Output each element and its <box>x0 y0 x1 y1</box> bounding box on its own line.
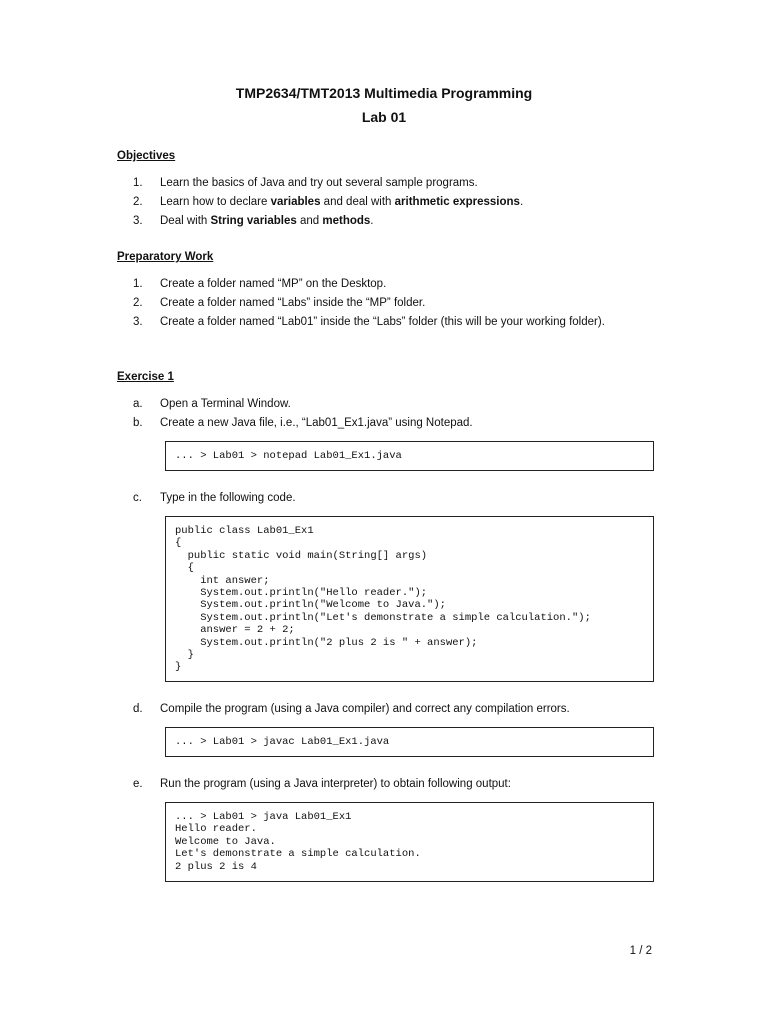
code-line: Hello reader. <box>175 823 257 836</box>
exercise1-heading: Exercise 1 <box>117 371 174 383</box>
code-line: ... > Lab01 > java Lab01_Ex1 <box>175 811 352 823</box>
code-line: ... > Lab01 > notepad Lab01_Ex1.java <box>175 450 402 462</box>
step-text: Open a Terminal Window. <box>160 398 291 410</box>
code-line: public static void main(String[] args) <box>175 549 428 562</box>
objective-text <box>160 213 374 229</box>
bold-term: arithmetic expressions <box>394 196 520 208</box>
text-run: Learn the basics of Java and try out several sample programs. <box>160 177 478 189</box>
preparatory-text: Create a folder named “Lab01” inside the “Labs” folder (this will be your working folder). <box>160 316 605 328</box>
text-run: . <box>519 196 524 208</box>
text-run: and <box>296 215 323 227</box>
code-line: public class Lab01_Ex1 <box>175 525 314 537</box>
course-title: TMP2634/TMT2013 Multimedia Programming <box>235 85 533 101</box>
step-text: Run the program (using a Java interpreter) to obtain following output: <box>160 778 511 790</box>
text-run: Learn how to declare <box>160 196 271 208</box>
step-label: a. <box>133 398 143 410</box>
text-run: Deal with <box>160 215 211 227</box>
text-run: and deal with <box>320 196 395 208</box>
code-box-javac <box>165 727 654 757</box>
code-line: System.out.println("Hello reader."); <box>175 586 428 599</box>
step-label: d. <box>133 703 143 715</box>
code-line: } <box>175 661 182 674</box>
step-label: e. <box>133 778 143 790</box>
preparatory-number: 3. <box>133 316 143 328</box>
objective-number: 3. <box>133 215 143 227</box>
preparatory-number: 2. <box>133 297 143 309</box>
objective-text <box>160 194 523 210</box>
step-text: Type in the following code. <box>160 492 296 504</box>
step-text: Create a new Java file, i.e., “Lab01_Ex1.java” using Notepad. <box>160 417 473 429</box>
code-line: { <box>175 537 182 550</box>
step-text: Compile the program (using a Java compiler) and correct any compilation errors. <box>160 703 570 715</box>
code-line: { <box>175 562 194 575</box>
code-line: } <box>175 648 194 661</box>
objective-number: 1. <box>133 177 143 189</box>
objective-number: 2. <box>133 196 143 208</box>
code-line: answer = 2 + 2; <box>175 624 295 637</box>
code-line: System.out.println("Welcome to Java."); <box>175 599 446 612</box>
code-line: System.out.println("Let's demonstrate a simple calculation."); <box>175 611 591 624</box>
code-box-program <box>165 516 654 682</box>
step-label: c. <box>133 492 142 504</box>
code-line: 2 plus 2 is 4 <box>175 860 257 873</box>
bold-term: methods <box>322 215 371 227</box>
text-run: . <box>370 215 374 227</box>
code-line: Let's demonstrate a simple calculation. <box>175 848 421 861</box>
objectives-heading: Objectives <box>117 150 176 162</box>
preparatory-text: Create a folder named “Labs” inside the “MP” folder. <box>160 297 426 309</box>
preparatory-heading: Preparatory Work <box>117 251 214 263</box>
page-number: 1 / 2 <box>629 945 652 957</box>
code-box-output <box>165 802 654 882</box>
bold-term: variables <box>270 196 321 208</box>
code-line: Welcome to Java. <box>175 835 276 848</box>
preparatory-text: Create a folder named “MP” on the Desktop. <box>160 278 387 290</box>
code-line: System.out.println("2 plus 2 is " + answer); <box>175 636 478 649</box>
lab-title: Lab 01 <box>361 109 407 125</box>
code-box-notepad <box>165 441 654 471</box>
bold-term: String variables <box>210 215 297 227</box>
objective-text <box>160 175 478 191</box>
step-label: b. <box>133 417 143 429</box>
code-line: ... > Lab01 > javac Lab01_Ex1.java <box>175 736 390 748</box>
preparatory-number: 1. <box>133 278 143 290</box>
code-line: int answer; <box>175 574 270 587</box>
